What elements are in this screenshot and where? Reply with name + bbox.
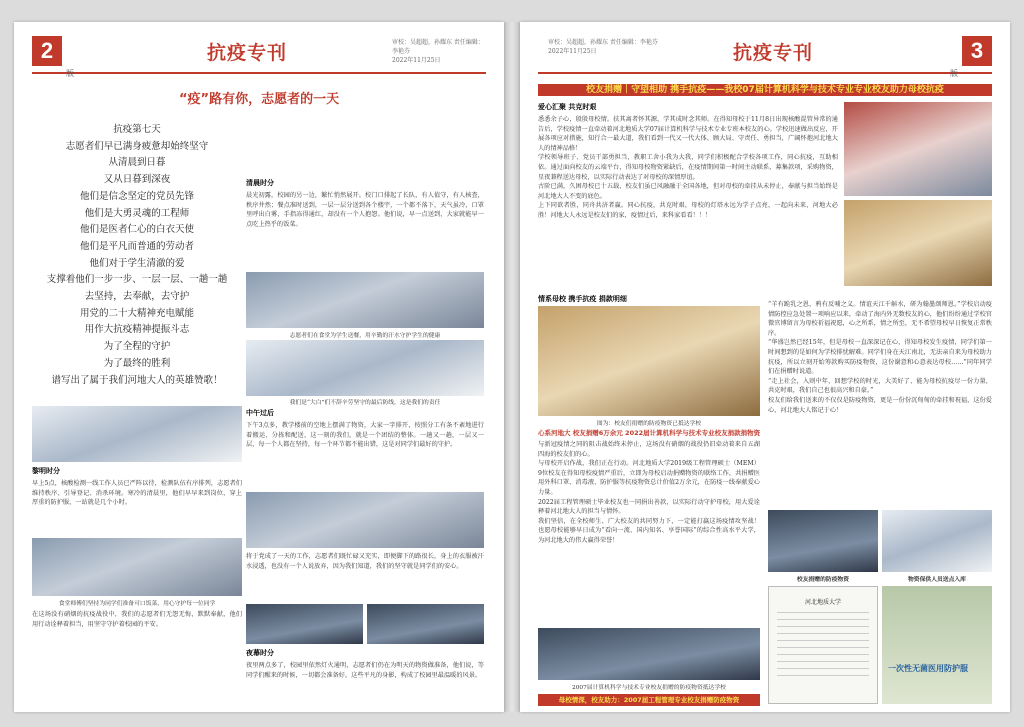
banner-headline: 校友捐赠｜守望相助 携手抗疫——我校07届计算机科学与技术专业专业校友助力母校抗疫 [538, 84, 992, 96]
left-page-header [32, 36, 486, 78]
section-paragraph: 将于党成了一天的工作，志愿者们既忙碌又充实，即便脚下的路很长，身上的衣服被汗水浸透，也没有一个人说放弃，因为我们知道，我们的坚守就是同学们的安心。 [246, 553, 484, 570]
caption: 校友捐赠的防疫物资 [796, 577, 850, 583]
photo-canteen [32, 538, 242, 596]
section-closing: 在这场没有硝烟的抗疫战役中，我们的志愿者们无怨无悔，默默奉献，他们用行动诠释着担当，用坚守守护着校园的平安。 [32, 611, 242, 628]
photo-testing-crew [32, 406, 242, 462]
photo-volunteers [246, 492, 484, 548]
section-donation-heading: 情系母校 携手抗疫 捐款明细 [538, 295, 627, 303]
supply-box-photo [882, 586, 992, 704]
donation-letter: 河北地质大学 [768, 586, 878, 704]
masthead-title: 抗疫专刊 [733, 42, 814, 64]
section-morning: 清晨时分 晨光初露，校园的另一边，繁忙悄然展开。校门口排起了长队，有人值守，有人核查，秩序井然；餐点准时送到，一层一层分送到各个楼宇，一个都不落下，天气虽冷，口罩里呼出白雾，手指冻得通红，却没有一个人抱怨。他们说，早一点送到，大家就能早一点吃上热乎的饭菜。 [246, 179, 484, 228]
caption: 我们是“大白”们不辞辛劳坚守的最后防线，这是我们的责任 [289, 400, 441, 406]
photo-meal-delivery [246, 272, 484, 328]
photo-donated-goods [538, 306, 760, 416]
photo-supply-boxes [844, 200, 992, 286]
section-donation-text: 与新冠疫情之同的阻击战始终未停止，这场没有硝烟的战役仍旧牵动着来自五湖四海的校友们的心。 与母校开启作战，我们正在行动。河北地质大学2019级工程管理硕士（MEM）9位校友在得知母校疫情严重后，立即为母校启动捐赠物资的联络工作，共捐赠医用外科口罩、消毒液、防护服等抗疫物资总计价值2万余元，在防疫一线奉献爱心力量。 2022届工程管理硕士毕业校友也一同捐出善款，以实际行动守护母校，用大爱诠释着河北地大人的担当与情怀。 我们坚信，在全校师生、广大校友的共同努力下，一定能打赢这场疫情攻坚战！也愿母校能够早日成为“看向一流、国内知名、享誉国际”的综合性高水平大学，为河北地大的伟大赢得荣誉！ [538, 441, 760, 544]
caption: 志愿者们在食堂为学生送餐，用辛勤的汗水守护学生的健康 [289, 333, 441, 339]
photo-warehouse [882, 510, 992, 572]
box-label: 一次性无菌医用防护服 [888, 664, 968, 673]
masthead-meta: 审校：吴超超，孙耀东 责任编辑：李艳芬 2022年11月25日 [392, 39, 484, 64]
photo-night-2 [367, 604, 484, 644]
photo-supplies [246, 340, 484, 396]
red-footer-headline: 母校情深，校友助力：2007届工程管理专业校友捐赠防疫物资 [538, 694, 760, 706]
red-subheading: 心系河地大 校友捐赠6万余元 2022届计算机科学与技术专业校友捐款捐物资 [538, 429, 760, 437]
right-page [520, 22, 1010, 712]
masthead-title: 抗疫专刊 [207, 42, 288, 64]
masthead-meta: 审校：吴超超，孙耀东 责任编辑：李艳芬 2022年11月25日 [548, 39, 658, 55]
caption: 物资保供人员送点入库 [908, 577, 966, 583]
right-page-header [538, 36, 992, 78]
photo-night-1 [246, 604, 363, 644]
caption: 图为：校友们捐赠的防疫物资已抵达学校 [596, 421, 702, 427]
caption: 2007届计算机科学与技术专业校友捐赠的防疫物资抵达学校 [572, 685, 726, 691]
section-afternoon: 中午过后 下午3点多，教学楼前的空地上摆满了物资，大家一字排开，按照分工有条不紊地进行着搬运、分拣和配送，这一刻的我们，就是一个团结的整体。一趟又一趟，一层又一层，每一个人都在坚持，每一个环节都不能出错，这是对同学们最好的守护。 [246, 409, 484, 449]
photo-donated-supplies [768, 510, 878, 572]
page-number: 2 [32, 36, 62, 66]
page-label: 版 [66, 69, 74, 78]
page-gutter [504, 22, 520, 712]
section-dawn: 黎明时分 早上5点，核酸检测一线工作人员已严阵以待，检测队伍有序排列，志愿者们维持秩序、引导登记、消杀环境。寒冷的清晨里，他们早早来到岗位，穿上厚重的防护服，一站就是几个小时。 [32, 467, 242, 507]
page-label: 版 [950, 69, 958, 78]
section-alumni-voices: “羊有跪乳之恩，鸦有反哺之义。情谊天江千斛水，研为翰墨颂师恩。”学校启动疫情防控应急处置一项响应以来，牵动了海内外无数校友的心，他们纷纷通过学校官微官博留言为母校祈福祝愿，心之所系，情之所至，无不希望母校早日恢复正常秩序。 “华盛岂然已经15年，但是母校一直深深记在心，得知母校发生疫情，同学们第一时间想到的是如何为学校排忧解难。同学们身在天江南北，无法亲自来为母校助力抗疫，所以立刻开始筹款购买防疫物资，这份谢意和心意表达母校……”同年同学们在捐赠时说道。 “走上社会，入则中年，回想学校的时光，大美好了，能为母校抗疫尽一份力量，共克时艰，我们自己也很高兴和自豪。” 校友们给我们送来的不仅仅是防疫物资，更是一份份沉甸甸的牵挂和祝福，这份爱心，河北地大人铭记于心！ [768, 301, 992, 414]
poem: 抗疫第七天 志愿者们早已满身疲惫却始终坚守 从清晨到日暮 又从日暮到深夜 他们是信念坚定的党员先锋 他们是大勇灵魂的工程师 他们是医者仁心的白衣天使 他们是平凡而普通的劳动者 他们对于学生清澈的爱 支撑着他们一步一步、一层一层、一趟一趟 去坚持，去奉献，去守护 用党的二十大精神充电赋能 用作大抗疫精神提振斗志 为了全程的守护 为了最终的胜利 谱写出了属于我们河地大人的英雄赞歌！ [46, 124, 228, 386]
section-love: 爱心汇聚 共克时艰 悉悉余子心，殷殷母校情。扶其离者怀其源，学其成时念其师。在得知母校于11月8日出现核酸混管异常的通告后，学校疫情一直牵动着河北地质大学07届计算机科学与技术专业专班本校友的心。学校迅速做出反应，开展各项应对措施，知行合一最大道，我们看到一代又一代大体、顾大局、守责任、勇担当，广阔怀抱河北地大人的情神品格！ 学校领导班子、党员干部勇担当，教职工舍小我为大我，同学们积极配合学校各项工作，同心抗疫，互助相依。通过面向校友的云端平台，得知母校物资紧缺后，在疫情期间第一时间主动联系，募集款项，采购物资，星夜兼程送达母校，以实际行动表达了对母校的深情厚谊。 古阶已满，久困母校已十五载，校友们虽已风融融于全国各地，但对母校的牵挂从未停止，奉献与担当始终是河北地大人不变的底色。 上下同欲者胜，同舟共济者赢。同心抗疫，共克时艰，母校的灯塔永远为学子点亮，一起向未来，河地大必胜！河地大人永远是校友们的家，疫情过后，来科家看看！！！ [538, 103, 838, 219]
headline: “疫”路有你，志愿者的一天 [179, 92, 340, 107]
section-night: 夜幕时分 夜里两点多了，校园里依然灯火通明，志愿者们仍在为明天的物资做准备，他们说，等同学们醒来的时候，一切都会准备好。这些平凡的身影，构成了校园里最温暖的风景。 [246, 649, 484, 679]
page-number: 3 [962, 36, 992, 66]
left-page [14, 22, 504, 712]
photo-donation-banner [844, 102, 992, 196]
photo-handover [538, 628, 760, 680]
caption: 食堂师傅们坚持为同学们准备可口饭菜，用心守护每一位同学 [58, 601, 216, 607]
